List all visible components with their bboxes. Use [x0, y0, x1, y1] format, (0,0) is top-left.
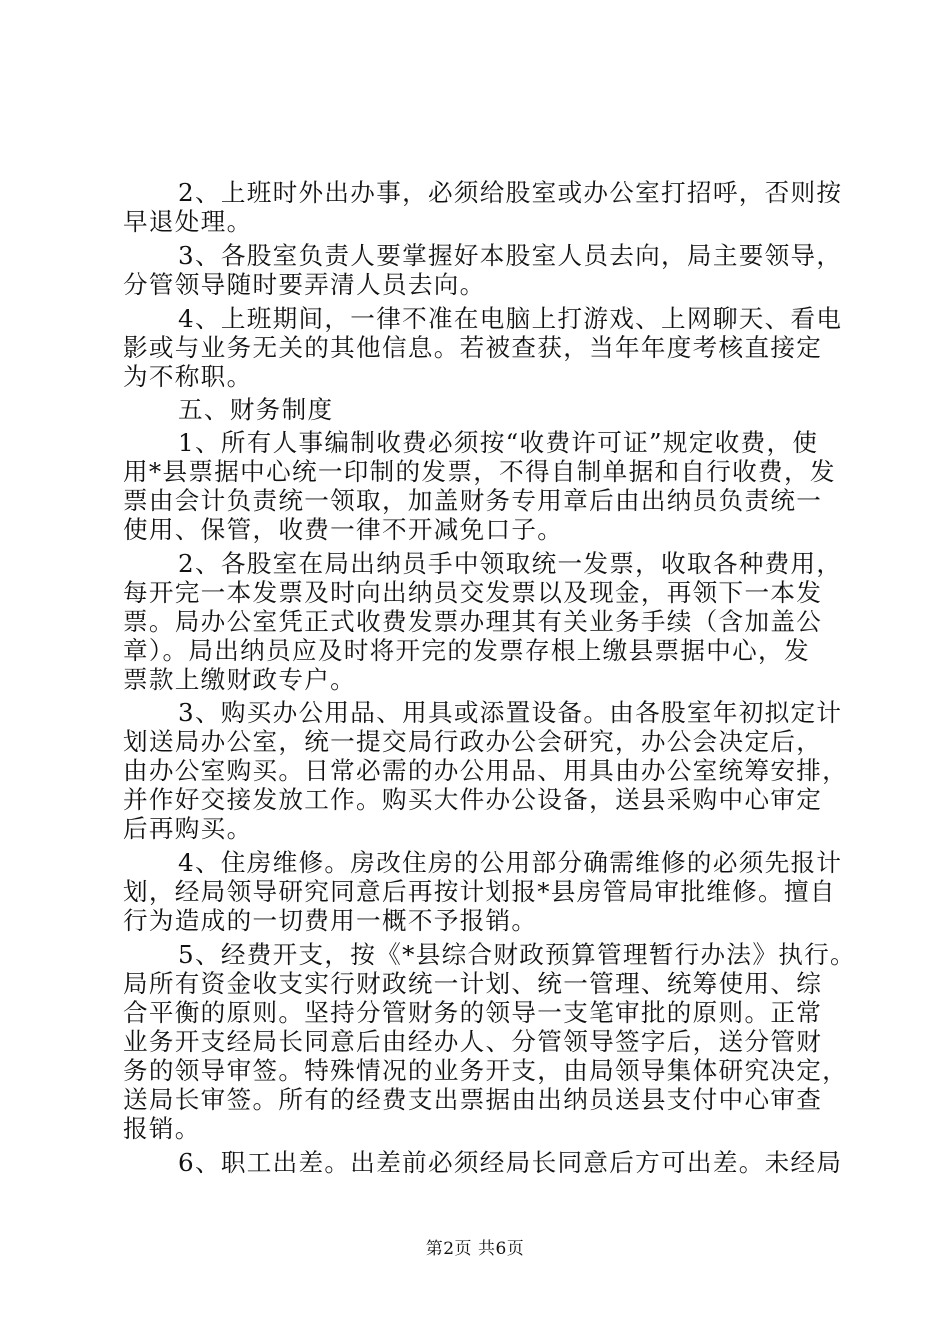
text-line: 6、职工出差。出差前必须经局长同意后方可出差。未经局 — [178, 1148, 843, 1177]
text-line: 由办公室购买。日常必需的办公用品、用具由办公室统筹安排， — [123, 756, 849, 785]
text-line: 务的领导审签。特殊情况的业务开支，由局领导集体研究决定， — [123, 1056, 849, 1085]
text-line: 分管领导随时要弄清人员去向。 — [123, 270, 486, 299]
text-line: 早退处理。 — [123, 207, 253, 236]
text-line: 划，经局领导研究同意后再按计划报*县房管局审批维修。擅自 — [123, 877, 836, 906]
text-line: 局所有资金收支实行财政统一计划、统一管理、统筹使用、综 — [123, 969, 823, 998]
text-line: 为不称职。 — [123, 362, 253, 391]
text-line: 票。局办公室凭正式收费发票办理其有关业务手续（含加盖公 — [123, 607, 823, 636]
text-line: 2、各股室在局出纳员手中领取统一发票，收取各种费用， — [178, 549, 843, 578]
text-line: 行为造成的一切费用一概不予报销。 — [123, 906, 538, 935]
text-line: 票款上缴财政专户。 — [123, 665, 357, 694]
text-line: 3、各股室负责人要掌握好本股室人员去向，局主要领导， — [178, 241, 843, 270]
text-line: 章）。局出纳员应及时将开完的发票存根上缴县票据中心，发 — [123, 636, 810, 665]
page-number: 第2页 共6页 — [425, 1239, 525, 1259]
text-line: 划送局办公室，统一提交局行政办公会研究，办公会决定后， — [123, 727, 823, 756]
text-line: 并作好交接发放工作。购买大件办公设备，送县采购中心审定 — [123, 785, 823, 814]
text-line: 使用、保管，收费一律不开减免口子。 — [123, 515, 564, 544]
text-line: 后再购买。 — [123, 814, 253, 843]
text-line: 2、上班时外出办事，必须给股室或办公室打招呼，否则按 — [178, 178, 843, 207]
section-heading: 五、财务制度 — [178, 395, 334, 424]
text-line: 业务开支经局长同意后由经办人、分管领导签字后，送分管财 — [123, 1027, 823, 1056]
text-line: 5、经费开支，按《*县综合财政预算管理暂行办法》执行。 — [178, 940, 856, 969]
text-line: 影或与业务无关的其他信息。若被查获，当年年度考核直接定 — [123, 333, 823, 362]
text-line: 1、所有人事编制收费必须按“收费许可证”规定收费，使 — [178, 428, 819, 457]
text-line: 报销。 — [123, 1114, 201, 1143]
text-line: 送局长审签。所有的经费支出票据由出纳员送县支付中心审查 — [123, 1085, 823, 1114]
text-line: 合平衡的原则。坚持分管财务的领导一支笔审批的原则。正常 — [123, 998, 823, 1027]
text-line: 3、购买办公用品、用具或添置设备。由各股室年初拟定计 — [178, 698, 843, 727]
text-line: 票由会计负责统一领取，加盖财务专用章后由出纳员负责统一 — [123, 486, 823, 515]
text-line: 每开完一本发票及时向出纳员交发票以及现金，再领下一本发 — [123, 578, 823, 607]
text-line: 用*县票据中心统一印制的发票，不得自制单据和自行收费，发 — [123, 457, 836, 486]
text-line: 4、住房维修。房改住房的公用部分确需维修的必须先报计 — [178, 848, 843, 877]
text-line: 4、上班期间，一律不准在电脑上打游戏、上网聊天、看电 — [178, 304, 843, 333]
